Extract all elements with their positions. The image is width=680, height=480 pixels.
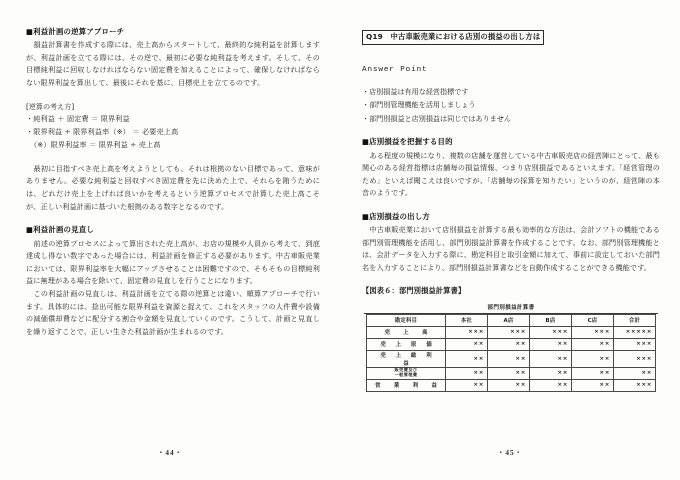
left-section-2-heading: ■利益計画の見直し (26, 225, 94, 235)
table-cell-value: ××× (488, 326, 530, 338)
spacer (26, 213, 320, 224)
figure-table-wrap (362, 303, 660, 392)
table-cell-value: ××× (530, 326, 572, 338)
right-section-2-paragraph: 中古車販売業において店別損益を計算する最も効率的な方法は、会計ソフトの機能である部門別管理機能を活用し、部門別損益計算書を作成することです。なお、部門別管理機能とは、会計データを入力する際に、勘定科目と取引金額に加えて、事前に設定しておいた部門名を入力することにより、部門別損益計算書などを自動作成することができる機能です。 (362, 225, 660, 272)
left-section-1-heading: ■利益計画の逆算アプローチ (26, 27, 125, 36)
spacer (362, 74, 660, 85)
table-col-header: A店 (488, 314, 530, 326)
answer-point-item: ・部門別管理機能を活用しましょう (362, 100, 476, 110)
left-section-2-paragraph-1: 前述の逆算プロセスによって算出された売上高が、お店の規模や人員から考えて、到底達成し得ない数字であった場合には、利益計画を修正する必要があります。中古車販売業においては、限界利益率を大幅にアップさせることは困難ですので、そもそもの目標純利益に無理がある場合を除いて、固定費の見直しを行うことになります。 (26, 238, 320, 286)
table-row-label: 売 上 原 価 (367, 338, 446, 350)
spacer (26, 90, 320, 101)
table-cell-value: ×× (530, 379, 572, 391)
table-cell-value: ×× (488, 379, 530, 391)
table-col-header-account: 勘定科目 (367, 314, 446, 326)
table-col-header: B店 (530, 314, 572, 326)
figure-label: 【図表６：部門別損益計算書】 (362, 285, 466, 295)
table-cell-value: ×× (488, 367, 530, 379)
answer-point-list (362, 85, 660, 125)
right-section-1-heading: ■店別損益を把握する目的 (362, 137, 453, 147)
table-row-label: 売 上 高 (367, 326, 446, 338)
table-col-header: 合計 (614, 314, 656, 326)
formula-line-1: ・純利益 ＋ 固定費 ＝ 限界利益 (26, 114, 130, 124)
right-page (340, 0, 680, 480)
table-body (367, 326, 656, 391)
table-row (367, 338, 656, 350)
table-cell-value: ×× (572, 350, 614, 367)
table-cell-value: ××××× (614, 326, 656, 338)
table-cell-value: ×× (446, 338, 488, 350)
table-row-label: 売 上 総 利 益 (367, 350, 446, 367)
figure-table-caption: 部門別損益計算書 (487, 304, 535, 311)
table-cell-value: ×× (530, 367, 572, 379)
answer-point-item: ・部門別損益と店別損益は同じではありません (362, 113, 511, 123)
left-page-folio: ・44・ (157, 449, 183, 457)
table-cell-value: ××× (614, 338, 656, 350)
table-col-header: C店 (572, 314, 614, 326)
answer-point-label: Answer Point (362, 66, 428, 74)
formula-block-title: [逆算の考え方] (26, 101, 75, 111)
table-cell-value: ×× (488, 350, 530, 367)
answer-point-item: ・店別損益は有用な経営指標です (362, 87, 469, 96)
table-row (367, 367, 656, 379)
table-cell-value: ×× (446, 379, 488, 391)
table-cell-value: ×× (530, 350, 572, 367)
left-section-1-paragraph: 損益計算書を作成する際には、売上高からスタートして、最終的な純利益を計算しますが、利益計画を立てる際には、その逆で、最初に必要な純利益を考えます。そして、その目標純利益に回収しなければならない固定費を加えることによって、確保しなければならない限界利益を算出して、最後にそれを基に、目標売上を立てるのです。 (26, 40, 320, 88)
table-row (367, 379, 656, 391)
table-cell-value: ×× (446, 367, 488, 379)
right-page-folio: ・45・ (497, 449, 523, 457)
formula-line-2: ・限界利益 ÷ 限界利益率（※） ＝ 必要売上高 (26, 127, 179, 137)
table-cell-value: ××× (614, 379, 656, 391)
table-cell-value: ×× (488, 338, 530, 350)
spacer (362, 275, 660, 286)
table-cell-value: ×× (530, 338, 572, 350)
table-row-label: 営 業 利 益 (367, 379, 446, 391)
table-col-header: 本社 (446, 314, 488, 326)
table-header-row (367, 314, 656, 326)
question-title-box-wrap (362, 26, 660, 45)
right-section-2-heading: ■店別損益の出し方 (362, 211, 430, 221)
departmental-pl-table (366, 314, 656, 392)
table-cell-value: ×× (572, 338, 614, 350)
table-cell-value: ××× (572, 326, 614, 338)
right-section-1-paragraph: ある程度の規模になり、複数の店舗を運営している中古車販売店の経営陣にとって、最も関心のある経営指標は店舗毎の損益情報、つまり店別損益であるといえます。「経営管理のため」といえば聞こえは良いですが、「店舗毎の採算を知りたい」というのが、経営陣の本音のようです。 (362, 150, 660, 198)
spacer (362, 200, 660, 211)
table-cell-value: ×× (572, 367, 614, 379)
left-after-formula-paragraph: 最初に目指すべき売上高を考えようとしても、それは根拠のない目標であって、意味がありません。必要な純利益と回収すべき固定費を先に決めた上で、それらを賄うためには、どれだけ売上を上げれば良いかを考えるという逆算プロセスで計算した売上高こそが、正しい利益計画に基づいた根拠のある数字となるのです。 (26, 163, 320, 211)
table-cell-value: ××× (614, 350, 656, 367)
table-cell-value: ×× (446, 350, 488, 367)
table-cell-value: ××× (446, 326, 488, 338)
table-row (367, 350, 656, 367)
left-page-column (26, 26, 320, 444)
question-title-box: Q19 中古車販売業における店別の損益の出し方は (362, 30, 544, 46)
table-row-label: 販売費及び 一般管理費 (367, 367, 446, 379)
spacer (362, 125, 660, 136)
spacer (26, 152, 320, 163)
formula-block (26, 113, 320, 151)
table-cell-value: ×× (614, 367, 656, 379)
formula-line-3: （※）限界利益率 ＝ 限界利益 ÷ 売上高 (30, 140, 161, 150)
spacer (362, 45, 660, 60)
table-row (367, 326, 656, 338)
left-section-2-paragraph-2: この利益計画の見直しは、利益計画を立てる際の逆算とは違い、順算アプローチで行います。具体的には、捻出可能な限界利益を資源と捉えて、これをスタッフの人件費や設備の減価償却費などに配分する割合や金額を見直していくのです。こうして、計画と見直しを繰り返すことで、正しい生きた利益計画が生まれるのです。 (26, 288, 320, 336)
right-page-column (362, 26, 660, 444)
table-cell-value: ×× (572, 379, 614, 391)
